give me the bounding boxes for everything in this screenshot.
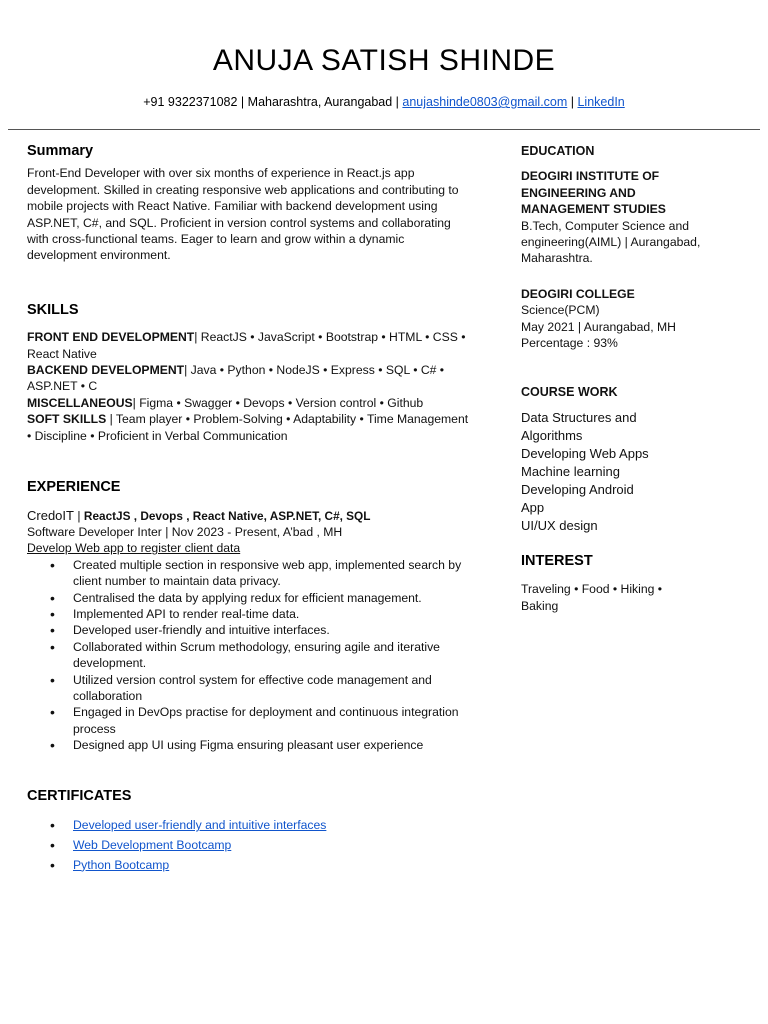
skill-row — [27, 411, 472, 444]
certificates-list — [27, 817, 472, 873]
list-item: • Centralised the data by applying redux for efficient management. — [73, 590, 472, 606]
side-column — [521, 143, 741, 614]
skill-label: MISCELLANEOUS — [27, 395, 133, 410]
summary-text: Front-End Developer with over six months of experience in React.js app development. Skilled in creating responsive web applications and contributing to mobile projects with React Native. Familiar with backend development using ASP.NET, C#, and SQL. Proficient in version control systems and collaborating with cross-functional teams. Eager to learn and grow within a dynamic development environment. — [27, 166, 459, 263]
school-detail: Science(PCM) — [521, 303, 600, 318]
skill-label: SOFT SKILLS — [27, 412, 107, 427]
interest-heading: INTEREST — [521, 552, 593, 569]
tech-stack: ReactJS , Devops , React Native, ASP.NET, C#, SQL — [83, 508, 371, 523]
certificate-link[interactable]: Web Development Bootcamp — [73, 837, 232, 852]
separator: | — [237, 95, 248, 109]
school-detail: B.Tech, Computer Science and engineering(AIML) | Aurangabad, Maharashtra. — [521, 218, 701, 266]
company-name: CredoIT — [27, 507, 74, 523]
list-item: Data Structures and Algorithms — [521, 409, 637, 443]
skill-text: | Java • Python • NodeJS • Express • SQL • C# • ASP.NET • C — [27, 363, 445, 394]
coursework-heading: COURSE WORK — [521, 385, 618, 400]
location: Maharashtra, Aurangabad — [247, 95, 393, 109]
school-detail: Percentage : 93% — [521, 336, 618, 351]
skills-list — [27, 329, 472, 444]
school-name: DEOGIRI COLLEGE — [521, 286, 635, 301]
list-item: Developing Android App — [521, 481, 634, 515]
list-item: • Created multiple section in responsive web app, implemented search by client number to maintain data privacy. — [73, 557, 472, 590]
list-item — [73, 817, 472, 833]
skill-text: | ReactJS • JavaScript • Bootstrap • HTML • CSS • React Native — [27, 330, 466, 361]
separator: | — [567, 95, 578, 109]
school-detail: May 2021 | Aurangabad, MH — [521, 319, 676, 334]
phone-number: +91 9322371082 — [143, 95, 238, 109]
candidate-name: ANUJA SATISH SHINDE — [212, 44, 556, 77]
list-item: UI/UX design — [521, 517, 598, 533]
experience-heading: EXPERIENCE — [27, 479, 121, 496]
skill-label: BACKEND DEVELOPMENT — [27, 363, 185, 378]
list-item: • Engaged in DevOps practise for deployment and continuous integration process — [73, 704, 472, 737]
list-item — [73, 857, 472, 873]
list-item: • Collaborated within Scrum methodology, ensuring agile and iterative development. — [73, 639, 472, 672]
experience-bullets — [27, 557, 472, 754]
school-name: DEOGIRI INSTITUTE OF ENGINEERING AND MANAGEMENT STUDIES — [521, 169, 666, 217]
list-item: • Designed app UI using Figma ensuring pleasant user experience — [73, 737, 472, 753]
separator: | — [73, 508, 84, 523]
skills-heading: SKILLS — [27, 301, 79, 318]
list-item: Machine learning — [521, 463, 621, 479]
main-column — [27, 143, 472, 877]
education-entry — [521, 286, 741, 352]
certificate-link[interactable]: Developed user-friendly and intuitive interfaces — [73, 818, 327, 832]
summary-heading: Summary — [27, 143, 94, 159]
skill-row — [27, 362, 472, 395]
contact-line — [0, 95, 768, 109]
project-title: Develop Web app to register client data — [27, 541, 241, 556]
header-divider — [8, 129, 760, 130]
education-entry — [521, 168, 741, 266]
education-heading: EDUCATION — [521, 144, 595, 158]
list-item: • Developed user-friendly and intuitive interfaces. — [73, 622, 472, 638]
skill-text: | Figma • Swagger • Devops • Version control • Github — [132, 395, 424, 410]
email-link[interactable]: anujashinde0803@gmail.com — [402, 95, 568, 109]
certificate-link[interactable]: Python Bootcamp — [73, 857, 170, 872]
skill-text: | Team player • Problem-Solving • Adaptability • Time Management • Discipline • Proficient in Verbal Communication — [27, 412, 469, 443]
skill-label: FRONT END DEVELOPMENT — [27, 330, 195, 345]
linkedin-link[interactable]: LinkedIn — [577, 95, 625, 109]
list-item — [73, 837, 472, 853]
skill-row — [27, 329, 472, 362]
separator: | — [392, 95, 403, 109]
experience-entry — [27, 508, 472, 754]
list-item: Developing Web Apps — [521, 445, 649, 461]
list-item: • Implemented API to render real-time data. — [73, 606, 472, 622]
certificates-heading: CERTIFICATES — [27, 787, 132, 804]
company-line — [27, 508, 472, 524]
coursework-list — [521, 409, 656, 535]
role-line: Software Developer Inter | Nov 2023 - Present, A’bad , MH — [27, 524, 343, 539]
list-item: • Utilized version control system for effective code management and collaboration — [73, 672, 472, 705]
interest-text: Traveling • Food • Hiking • Baking — [521, 582, 663, 613]
skill-row — [27, 395, 472, 411]
